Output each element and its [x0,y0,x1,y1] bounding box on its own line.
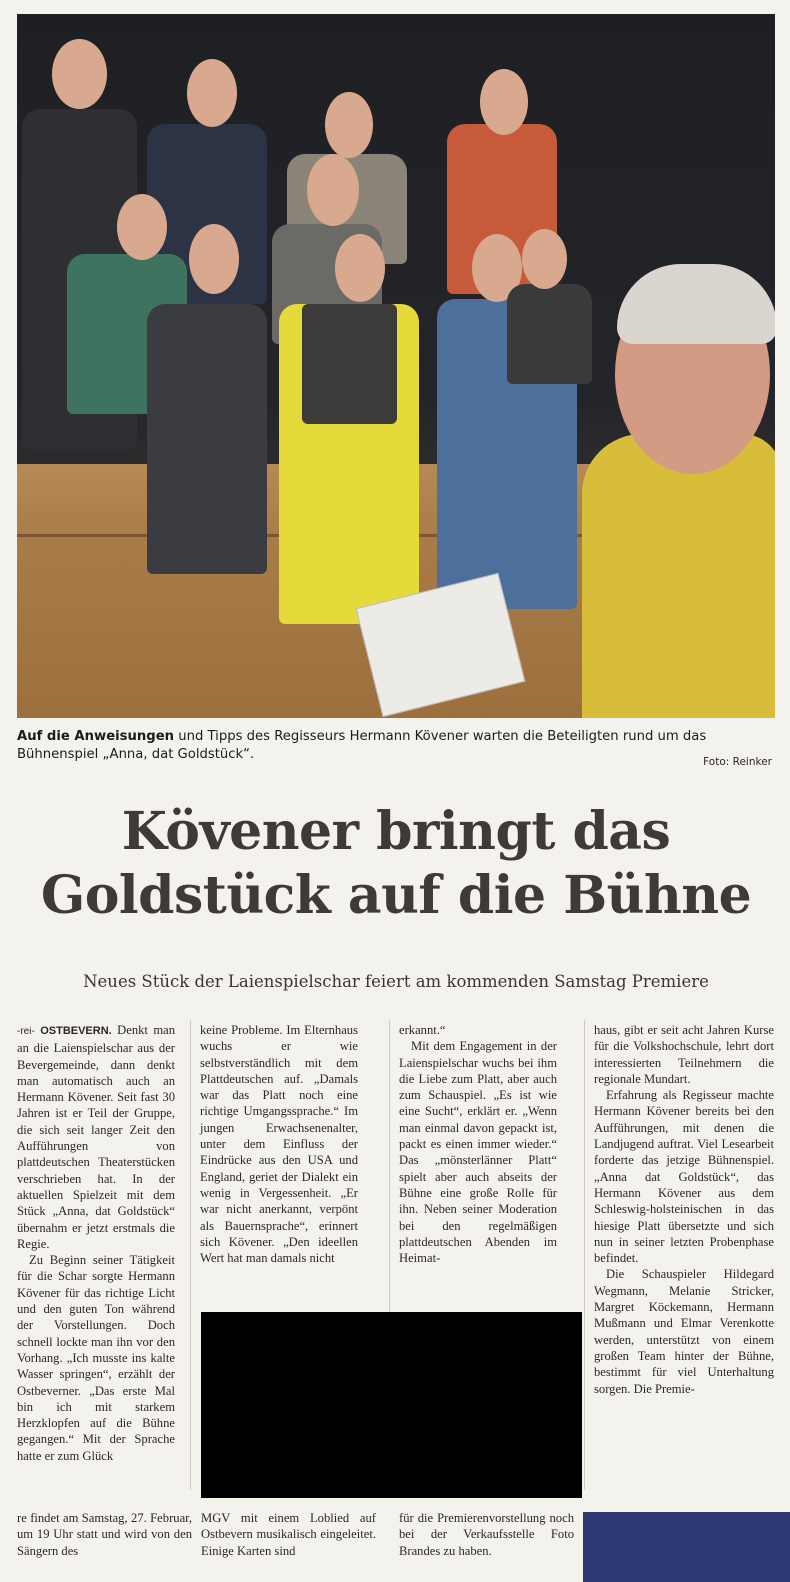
article-bottom-1: re findet am Samstag, 27. Februar, um 19 Uhr statt und wird von den Sängern des [17,1511,192,1558]
director-body [582,434,775,718]
article-column-1 [17,1022,175,1464]
article-column-2 [200,1022,358,1266]
paragraph: Die Schauspieler Hildegard Wegmann, Melanie Stricker, Margret Köckemann, Hermann Mußmann und Elmar Verenkotte werden, unterstützt von einem großen Team hinter der Bühne, bestimmt für viel Unterhaltung sorgen. Die Premie- [594,1267,774,1396]
adjacent-ad-block [583,1512,790,1582]
redacted-block [201,1312,582,1498]
photo-caption [17,728,775,764]
subheadline: Neues Stück der Laienspielschar feiert am kommenden Samstag Premiere [83,972,709,991]
column-divider [584,1020,585,1490]
headline-line-1: Kövener bringt das [121,801,671,862]
article-column-4 [594,1022,774,1397]
article-column-3 [399,1022,557,1266]
article-photo [17,14,775,718]
paragraph: haus, gibt er seit acht Jahren Kurse für die Volkshochschule, lehrt dort interessierten Teilnehmern die regionale Mundart. [594,1023,774,1086]
photo-credit: Foto: Reinker [703,756,772,768]
caption-text: und Tipps des Regisseurs Hermann Kövener warten die Beteiligten rund um das Bühnenspiel „Anna, dat Goldstück“. [17,729,707,762]
article-bottom-2: MGV mit einem Loblied auf Ostbevern musikalisch eingeleitet. Einige Karten sind [201,1511,376,1558]
headline [17,800,775,928]
paragraph: erkannt.“ [399,1023,446,1037]
author-tag: -rei- [17,1026,35,1037]
paragraph-text: Denkt man an die Laienspielschar aus der Bevergemeinde, dann denkt man automatisch auch an Hermann Kövener. Seit fast 30 Jahren ist er Teil der Gruppe, die sich seit langer Zeit den Aufführungen von plattdeutschen Theaterstücken verschrieben hat. In der aktuellen Spielzeit mit dem Stück „Anna, dat Goldstück“ übernahm er jetzt erstmals die Regie. [17,1023,176,1251]
dateline: OSTBEVERN. [40,1025,112,1037]
director-hair [617,264,775,344]
paragraph [17,1022,175,1252]
headline-line-2: Goldstück auf die Bühne [40,865,752,926]
article-bottom-3: für die Premierenvorstellung noch bei der Verkaufsstelle Foto Brandes zu haben. [399,1511,574,1558]
caption-bold: Auf die Anweisungen [17,729,175,744]
column-divider [190,1020,191,1490]
paragraph: keine Probleme. Im Elternhaus wuchs er wie selbstverständlich mit dem Plattdeutschen auf. „Damals war das Platt noch eine richtige Umgangssprache.“ Im jungen Erwachsenenalter, unter dem Einfluss der Eindrücke aus den USA und England, geriet der Dialekt ein wenig in Vergessenheit. „Er war nicht anerkannt, verpönt als Bauernsprache“, erinnert sich Kövener. „Den ideellen Wert hat man damals nicht [200,1023,358,1266]
paragraph: Erfahrung als Regisseur machte Hermann Kövener bereits bei den Aufführungen, mit denen die Landjugend auftrat. Viel Lesearbeit forderte das jetzige Bühnenspiel. „Anna dat Goldstück“, das Hermann Kövener aus dem Schleswig-holsteinischen in das hiesige Platt übersetzte und sich nun in seiner letzten Probenphase befindet. [594,1088,774,1266]
paragraph: Mit dem Engagement in der Laienspielschar wuchs bei ihm die Liebe zum Platt, aber auch zum Schauspiel. „Es ist wie eine Sucht“, erklärt er. „Wenn man einmal davon gepackt ist, packt es einen immer wieder.“ Das „mönsterlänner Platt“ spielt aber auch abseits der Bühne eine große Rolle für ihn. Neben seiner Moderation bei den regelmäßigen plattdeutschen Abenden im Heimat- [399,1039,557,1266]
paragraph: Zu Beginn seiner Tätigkeit für die Schar sorgte Hermann Kövener für das richtige Licht und den guten Ton während der Vorstellungen. Doch schnell lockte man ihn vor den Vorhang. „Ich musste ins kalte Wasser springen“, erzählt der Ostbeverner. „Das erste Mal bin ich mit starkem Herzklopfen auf die Bühne gegangen.“ Mit der Sprache hatte er zum Glück [17,1253,175,1463]
